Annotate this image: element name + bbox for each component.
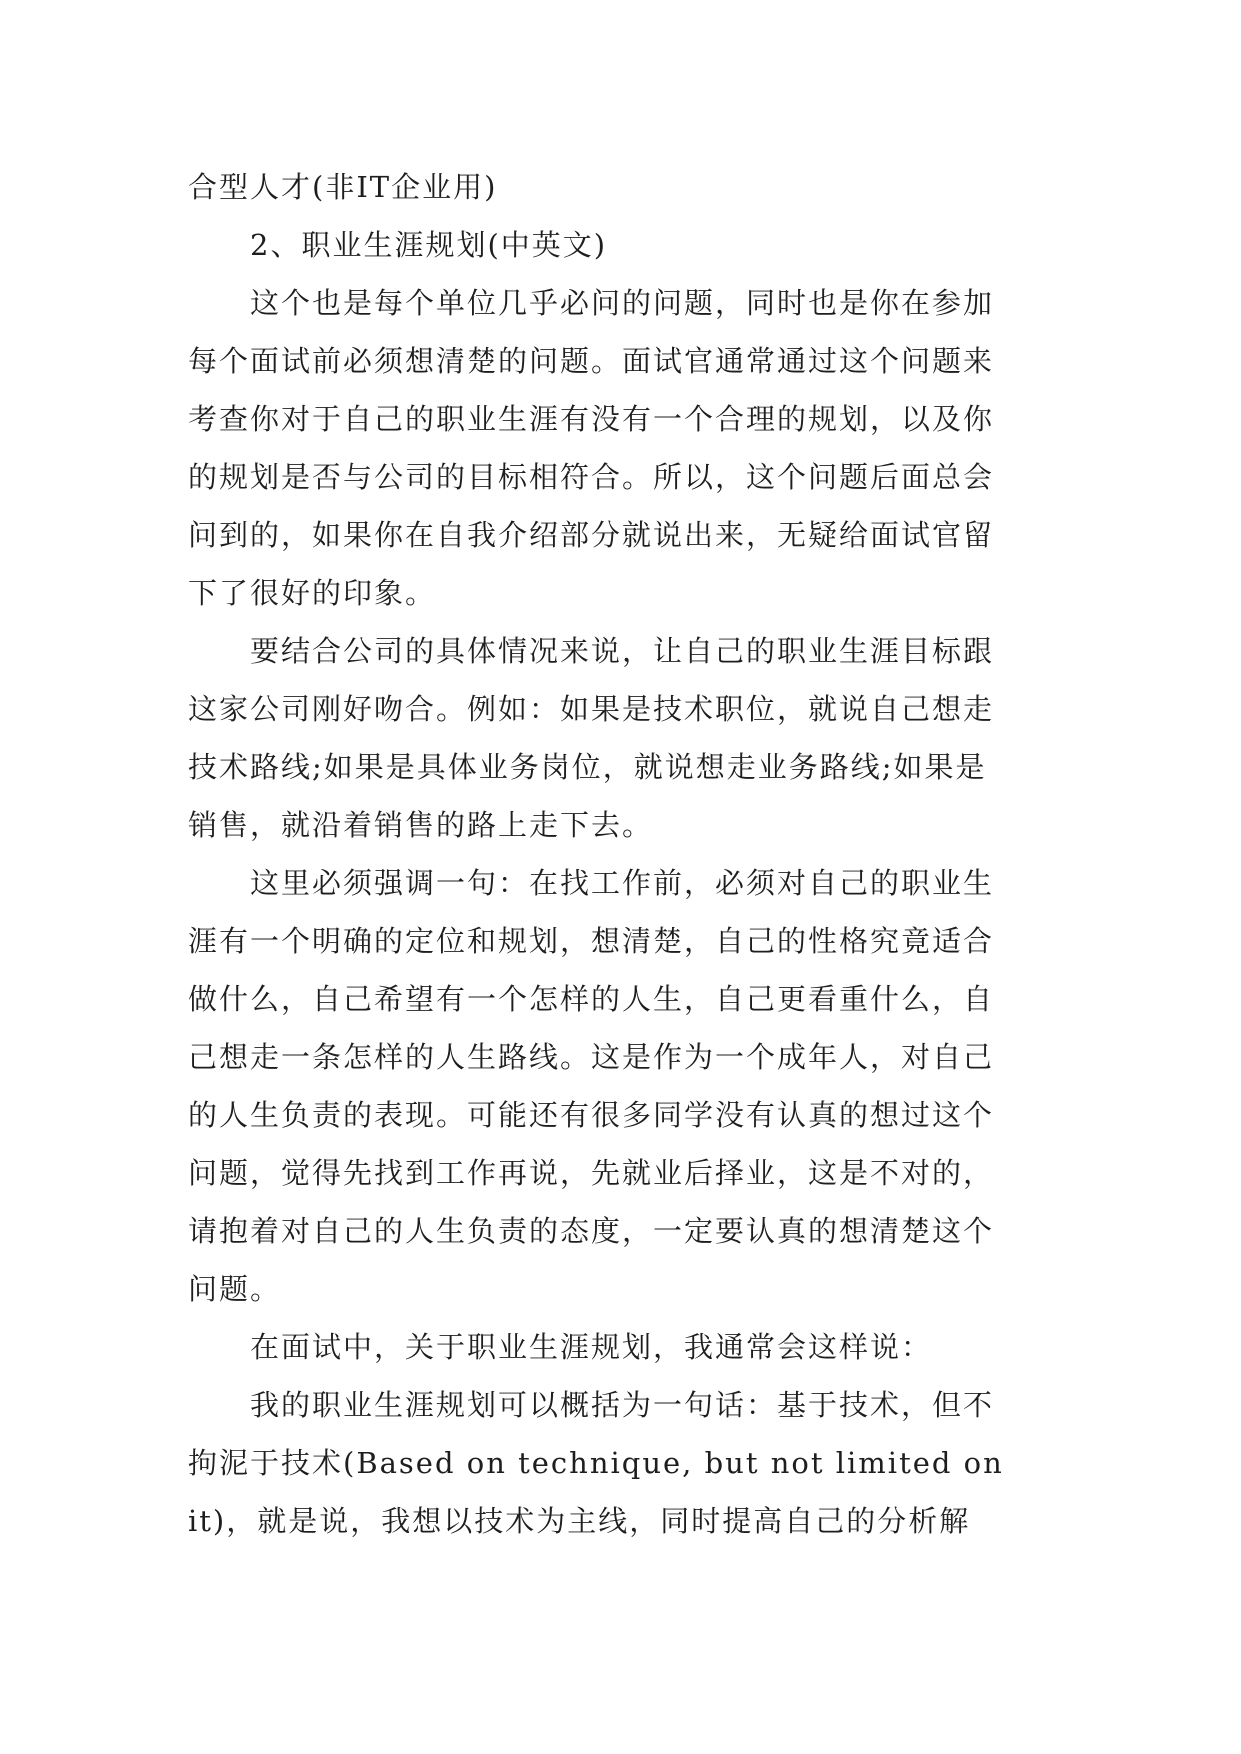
text-line: 的人生负责的表现。可能还有很多同学没有认真的想过这个 [188,1098,995,1132]
text-line: 合型人才(非IT企业用) [188,170,498,204]
paragraph-company-fit [188,622,1056,854]
text-line: 这里必须强调一句：在找工作前，必须对自己的职业生 [250,866,995,900]
text-line: 这家公司刚好吻合。例如：如果是技术职位，就说自己想走 [188,692,995,726]
text-line: 问题。 [188,1272,282,1306]
text-line: 的规划是否与公司的目标相符合。所以，这个问题后面总会 [188,460,995,494]
text-line: 请抱着对自己的人生负责的态度，一定要认真的想清楚这个 [188,1214,995,1248]
text-line: 每个面试前必须想清楚的问题。面试官通常通过这个问题来 [188,344,995,378]
text-line: 做什么，自己希望有一个怎样的人生，自己更看重什么，自 [188,982,995,1016]
paragraph-continuation [188,158,1056,216]
text-line: 己想走一条怎样的人生路线。这是作为一个成年人，对自己 [188,1040,995,1074]
text-line: 考查你对于自己的职业生涯有没有一个合理的规划，以及你 [188,402,995,436]
paragraph-interview-lead [188,1318,1056,1376]
text-line: 问到的，如果你在自我介绍部分就说出来，无疑给面试官留 [188,518,995,552]
text-line: 问题，觉得先找到工作再说，先就业后择业，这是不对的， [188,1156,995,1190]
text-line: 销售，就沿着销售的路上走下去。 [188,808,654,842]
paragraph-intro [188,274,1056,622]
text-line: 要结合公司的具体情况来说，让自己的职业生涯目标跟 [250,634,995,668]
paragraph-my-plan [188,1376,1056,1550]
text-line: 技术路线;如果是具体业务岗位，就说想走业务路线;如果是 [188,750,987,784]
paragraph-emphasis [188,854,1056,1318]
text-line: 涯有一个明确的定位和规划，想清楚，自己的性格究竟适合 [188,924,995,958]
text-line: 下了很好的印象。 [188,576,437,610]
text-line: 拘泥于技术(Based on technique, but not limited on [188,1446,1004,1480]
text-line: 在面试中，关于职业生涯规划，我通常会这样说： [250,1330,933,1364]
heading-text: 2、职业生涯规划(中英文) [250,228,608,262]
text-line: 这个也是每个单位几乎必问的问题，同时也是你在参加 [250,286,995,320]
section-heading [188,216,1056,274]
document-body [188,158,1056,1550]
text-line: 我的职业生涯规划可以概括为一句话：基于技术，但不 [250,1388,995,1422]
text-line: it)，就是说，我想以技术为主线，同时提高自己的分析解 [188,1504,971,1538]
